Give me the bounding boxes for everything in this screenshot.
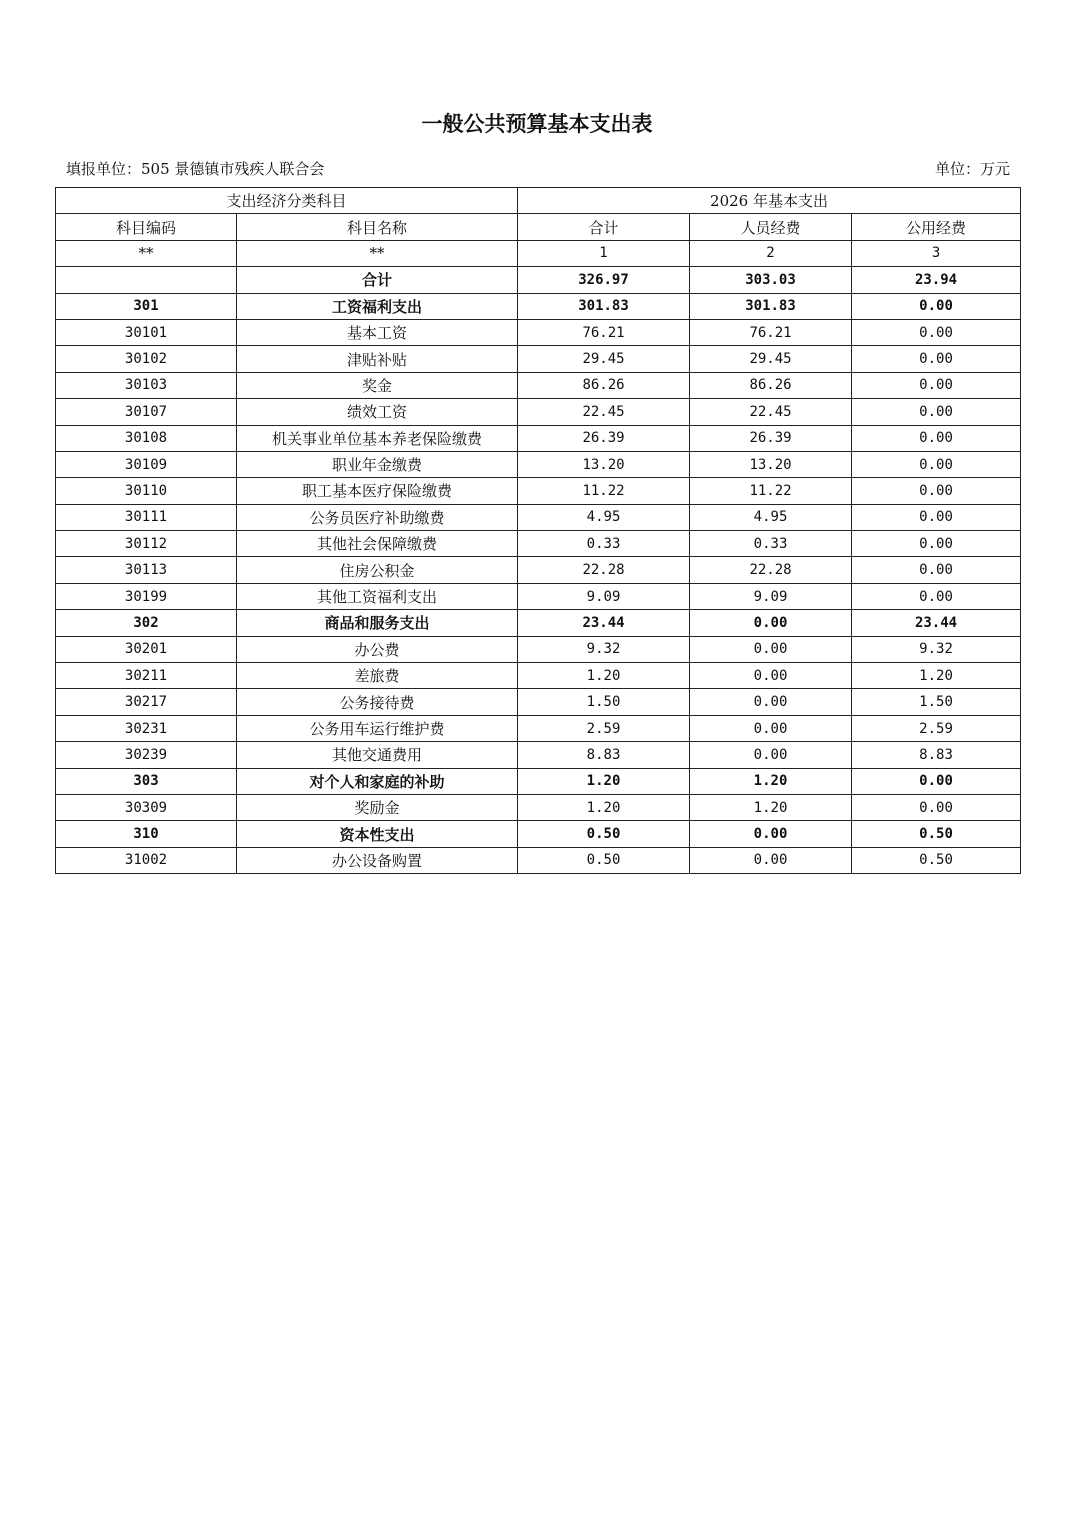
cell-total: 86.26 [518, 372, 690, 398]
cell-public: 23.94 [852, 267, 1021, 293]
cell-name: 差旅费 [237, 663, 518, 689]
cell-code: 30309 [56, 794, 237, 820]
cell-name: 办公设备购置 [237, 847, 518, 873]
cell-total: 326.97 [518, 267, 690, 293]
header-name: 科目名称 [237, 214, 518, 240]
cell-code: 30112 [56, 531, 237, 557]
cell-total: 11.22 [518, 478, 690, 504]
cell-name: 基本工资 [237, 319, 518, 345]
cell-code: 30108 [56, 425, 237, 451]
cell-total: 9.09 [518, 583, 690, 609]
table-row [56, 372, 1021, 398]
table-row [56, 689, 1021, 715]
cell-personnel: 301.83 [690, 293, 852, 319]
table-row [56, 636, 1021, 662]
cell-personnel: 0.00 [690, 742, 852, 768]
header-group-right: 2026 年基本支出 [518, 188, 1021, 214]
cell-code: 30113 [56, 557, 237, 583]
header-total: 合计 [518, 214, 690, 240]
cell-code: 30110 [56, 478, 237, 504]
cell-code: 301 [56, 293, 237, 319]
cell-personnel: 0.00 [690, 663, 852, 689]
table-row [56, 346, 1021, 372]
cell-public: 0.00 [852, 319, 1021, 345]
cell-personnel: 76.21 [690, 319, 852, 345]
cell-personnel: 0.00 [690, 689, 852, 715]
cell-name: 其他工资福利支出 [237, 583, 518, 609]
cell-public: 0.00 [852, 768, 1021, 794]
cell-total: 13.20 [518, 451, 690, 477]
cell-public: 0.00 [852, 425, 1021, 451]
cell-name: 奖金 [237, 372, 518, 398]
index-total: 1 [518, 240, 690, 266]
header-code: 科目编码 [56, 214, 237, 240]
cell-personnel: 303.03 [690, 267, 852, 293]
index-public: 3 [852, 240, 1021, 266]
table-row [56, 531, 1021, 557]
cell-personnel: 29.45 [690, 346, 852, 372]
cell-name: 住房公积金 [237, 557, 518, 583]
cell-name: 合计 [237, 267, 518, 293]
cell-public: 0.00 [852, 794, 1021, 820]
cell-name: 其他社会保障缴费 [237, 531, 518, 557]
cell-code: 30109 [56, 451, 237, 477]
cell-code: 30239 [56, 742, 237, 768]
cell-personnel: 0.00 [690, 821, 852, 847]
cell-public: 0.50 [852, 847, 1021, 873]
cell-total: 29.45 [518, 346, 690, 372]
table-row [56, 504, 1021, 530]
table-row [56, 293, 1021, 319]
cell-personnel: 0.00 [690, 636, 852, 662]
table-row [56, 478, 1021, 504]
table-row [56, 794, 1021, 820]
cell-public: 0.50 [852, 821, 1021, 847]
table-row [56, 399, 1021, 425]
cell-code: 303 [56, 768, 237, 794]
cell-name: 公务接待费 [237, 689, 518, 715]
cell-total: 26.39 [518, 425, 690, 451]
cell-total: 8.83 [518, 742, 690, 768]
expenditure-table [55, 187, 1021, 874]
table-row [56, 742, 1021, 768]
cell-name: 公务员医疗补助缴费 [237, 504, 518, 530]
cell-public: 8.83 [852, 742, 1021, 768]
cell-code: 30102 [56, 346, 237, 372]
cell-total: 0.50 [518, 821, 690, 847]
cell-name: 职业年金缴费 [237, 451, 518, 477]
cell-code: 30211 [56, 663, 237, 689]
cell-name: 商品和服务支出 [237, 610, 518, 636]
cell-personnel: 26.39 [690, 425, 852, 451]
cell-total: 22.45 [518, 399, 690, 425]
cell-code: 30201 [56, 636, 237, 662]
cell-public: 1.50 [852, 689, 1021, 715]
cell-personnel: 9.09 [690, 583, 852, 609]
cell-code: 30217 [56, 689, 237, 715]
table-row [56, 847, 1021, 873]
currency-unit-label: 单位：万元 [934, 160, 1010, 178]
page-title: 一般公共预算基本支出表 [421, 111, 653, 136]
cell-total: 22.28 [518, 557, 690, 583]
cell-public: 0.00 [852, 583, 1021, 609]
cell-code: 30199 [56, 583, 237, 609]
cell-personnel: 0.00 [690, 610, 852, 636]
table-row [56, 715, 1021, 741]
cell-total: 76.21 [518, 319, 690, 345]
cell-code: 30111 [56, 504, 237, 530]
cell-public: 0.00 [852, 557, 1021, 583]
header-public: 公用经费 [852, 214, 1021, 240]
cell-personnel: 86.26 [690, 372, 852, 398]
cell-public: 1.20 [852, 663, 1021, 689]
cell-name: 对个人和家庭的补助 [237, 768, 518, 794]
cell-total: 1.20 [518, 768, 690, 794]
header-column-row [56, 214, 1021, 240]
cell-public: 0.00 [852, 451, 1021, 477]
cell-code: 30107 [56, 399, 237, 425]
cell-total: 23.44 [518, 610, 690, 636]
cell-code [56, 267, 237, 293]
table-row [56, 451, 1021, 477]
cell-name: 资本性支出 [237, 821, 518, 847]
cell-name: 绩效工资 [237, 399, 518, 425]
index-name: ** [237, 240, 518, 266]
header-index-row [56, 240, 1021, 266]
cell-personnel: 4.95 [690, 504, 852, 530]
cell-name: 职工基本医疗保险缴费 [237, 478, 518, 504]
table-row [56, 610, 1021, 636]
table-body [56, 188, 1021, 874]
index-personnel: 2 [690, 240, 852, 266]
cell-code: 302 [56, 610, 237, 636]
cell-public: 0.00 [852, 293, 1021, 319]
cell-personnel: 11.22 [690, 478, 852, 504]
table-row [56, 267, 1021, 293]
cell-total: 1.20 [518, 794, 690, 820]
cell-name: 公务用车运行维护费 [237, 715, 518, 741]
cell-personnel: 22.28 [690, 557, 852, 583]
cell-total: 1.20 [518, 663, 690, 689]
cell-total: 4.95 [518, 504, 690, 530]
cell-personnel: 1.20 [690, 794, 852, 820]
cell-name: 办公费 [237, 636, 518, 662]
cell-name: 津贴补贴 [237, 346, 518, 372]
cell-public: 0.00 [852, 346, 1021, 372]
cell-personnel: 13.20 [690, 451, 852, 477]
cell-personnel: 22.45 [690, 399, 852, 425]
cell-total: 2.59 [518, 715, 690, 741]
header-group-left: 支出经济分类科目 [56, 188, 518, 214]
table-row [56, 768, 1021, 794]
filing-unit-label: 填报单位：505 景德镇市残疾人联合会 [66, 160, 325, 178]
cell-public: 0.00 [852, 372, 1021, 398]
table-row [56, 319, 1021, 345]
cell-code: 30231 [56, 715, 237, 741]
cell-public: 0.00 [852, 478, 1021, 504]
cell-personnel: 0.33 [690, 531, 852, 557]
cell-code: 30103 [56, 372, 237, 398]
cell-total: 0.50 [518, 847, 690, 873]
report-meta [66, 158, 1010, 179]
cell-code: 31002 [56, 847, 237, 873]
cell-public: 0.00 [852, 504, 1021, 530]
cell-personnel: 1.20 [690, 768, 852, 794]
cell-public: 0.00 [852, 399, 1021, 425]
table-row [56, 425, 1021, 451]
cell-total: 1.50 [518, 689, 690, 715]
cell-personnel: 0.00 [690, 715, 852, 741]
cell-name: 其他交通费用 [237, 742, 518, 768]
cell-public: 9.32 [852, 636, 1021, 662]
index-code: ** [56, 240, 237, 266]
table-row [56, 557, 1021, 583]
header-personnel: 人员经费 [690, 214, 852, 240]
cell-public: 23.44 [852, 610, 1021, 636]
cell-public: 0.00 [852, 531, 1021, 557]
header-group-row [56, 188, 1021, 214]
cell-public: 2.59 [852, 715, 1021, 741]
cell-total: 0.33 [518, 531, 690, 557]
cell-name: 工资福利支出 [237, 293, 518, 319]
cell-personnel: 0.00 [690, 847, 852, 873]
cell-total: 301.83 [518, 293, 690, 319]
cell-name: 机关事业单位基本养老保险缴费 [237, 425, 518, 451]
cell-code: 310 [56, 821, 237, 847]
cell-code: 30101 [56, 319, 237, 345]
table-row [56, 663, 1021, 689]
cell-total: 9.32 [518, 636, 690, 662]
table-row [56, 821, 1021, 847]
cell-name: 奖励金 [237, 794, 518, 820]
table-row [56, 583, 1021, 609]
